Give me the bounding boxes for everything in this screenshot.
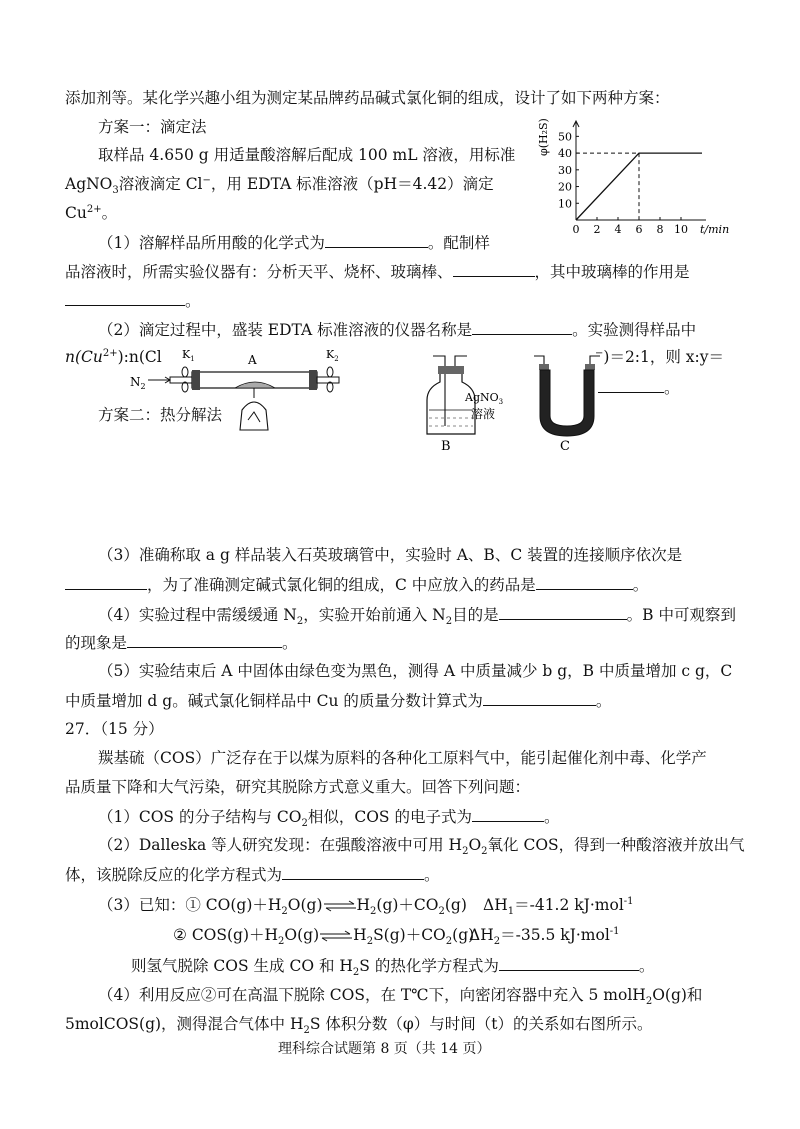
answer-blank xyxy=(536,573,633,590)
answer-blank xyxy=(483,689,596,706)
text-line: ，为了准确测定碱式氯化铜的组成，C 中应放入的药品是 。 xyxy=(65,573,648,596)
x-tick-label: 8 xyxy=(656,223,664,236)
y-tick-label: 50 xyxy=(558,130,572,144)
question-27-4: （4）利用反应②可在高温下脱除 COS，在 T℃下，向密闭容器中充入 5 molH$_2$O(g)和 xyxy=(98,986,703,1008)
text-line: 体，该脱除反应的化学方程式为 。 xyxy=(65,863,440,886)
equation-2: ② $COS(g)+H_2O(g)$ $H_2S(g)+CO_2(g)$ xyxy=(173,926,475,948)
enthalpy-1: $\Delta H_1=-41.2$ kJ·mol$^{-1}$ xyxy=(483,895,634,918)
k2-label: $K_2$ xyxy=(326,348,339,363)
answer-blank xyxy=(472,318,572,335)
enthalpy-2: $\Delta H_2=-35.5$ kJ·mol$^{-1}$ xyxy=(469,925,620,948)
agno3-label: AgNO$_3$ xyxy=(465,391,504,406)
answer-blank xyxy=(65,289,185,306)
question-2: （2）滴定过程中，盛装 EDTA 标准溶液的仪器名称是 。实验测得样品中 xyxy=(98,318,696,341)
stopper xyxy=(192,370,200,390)
label-c: C xyxy=(560,439,570,454)
x-tick-label: 6 xyxy=(635,223,643,236)
page-footer: 理科综合试题第 8 页（共 14 页） xyxy=(278,1041,491,1057)
alcohol-lamp-icon xyxy=(240,402,268,430)
x-tick-label: 4 xyxy=(614,223,622,236)
h2s-fraction-chart xyxy=(530,115,730,245)
answer-blank xyxy=(453,260,535,277)
equilibrium-arrow-icon xyxy=(323,901,357,911)
answer-blank xyxy=(499,603,627,620)
y-axis-label: φ(H₂S) xyxy=(537,118,550,156)
clamp-k2-icon xyxy=(327,367,333,377)
text-line: 。 xyxy=(598,376,680,399)
chart-axes xyxy=(537,118,729,236)
equilibrium-arrow-icon xyxy=(319,931,353,941)
outlet-tube xyxy=(317,377,339,383)
label-a: A xyxy=(248,353,257,367)
text-line: $Cu^{2+}$。 xyxy=(65,203,118,222)
sample-heap xyxy=(235,382,275,388)
answer-blank xyxy=(325,231,428,248)
answer-blank xyxy=(499,954,639,971)
question-5: （5）实验结束后 A 中固体由绿色变为黑色，测得 A 中质量减少 b g，B 中质量增加 c g，C xyxy=(98,662,733,680)
text-line: −)＝2:1，则 x:y＝ xyxy=(595,347,725,366)
equation-1: （3）已知：① $CO(g)+H_2O(g)$ $H_2(g)+CO_2(g)$ xyxy=(98,896,467,918)
x-tick-label: 10 xyxy=(674,223,688,236)
y-tick-label: 40 xyxy=(558,147,572,161)
text-line: AgNO$_3$溶液滴定 Cl−，用 EDTA 标准溶液（pH＝4.42）滴定 xyxy=(65,174,494,197)
answer-blank xyxy=(127,631,282,648)
question-4: （4）实验过程中需缓缓通 $N_2$，实验开始前通入 $N_2$目的是 。B 中可观察到 xyxy=(98,603,736,626)
scheme-two-heading: 方案二：热分解法 xyxy=(98,406,223,424)
apparatus-a-diagram xyxy=(130,342,365,432)
text-line: 。 xyxy=(65,289,201,312)
text-line: 5molCOS(g)，测得混合气体中 $H_2S$ 体积分数（φ）与时间（t）的关系如右图所示。 xyxy=(65,1015,653,1037)
x-axis-label: t/min xyxy=(700,223,730,236)
answer-blank xyxy=(472,805,544,822)
x-tick-label: 0 xyxy=(572,223,580,236)
scheme-one-heading: 方案一：滴定法 xyxy=(98,118,207,136)
y-tick-label: 10 xyxy=(558,197,572,211)
problem-27-heading: 27．（15 分） xyxy=(65,720,164,738)
text-line: 的现象是 。 xyxy=(65,631,298,654)
solution-label: 溶液 xyxy=(471,407,496,421)
n2-label: $N_2$ xyxy=(130,375,146,391)
inlet-tube xyxy=(170,377,192,383)
y-tick-label: 20 xyxy=(558,180,572,194)
question-3: （3）准确称取 a g 样品装入石英玻璃管中，实验时 A、B、C 装置的连接顺序依次是 xyxy=(98,546,683,564)
chart-marks xyxy=(576,153,702,220)
text-line: 添加剂等。某化学兴趣小组为测定某品牌药品碱式氯化铜的组成，设计了如下两种方案： xyxy=(65,89,670,107)
text-line: 取样品 4.650 g 用适量酸溶解后配成 100 mL 溶液，用标准 xyxy=(98,146,516,164)
apparatus-b-diagram xyxy=(415,352,505,452)
text-line: 羰基硫（COS）广泛存在于以煤为原料的各种化工原料气中，能引起催化剂中毒、化学产 xyxy=(98,749,707,767)
y-tick-label: 30 xyxy=(558,163,572,177)
question-27-2: （2）Dalleska 等人研究发现：在强酸溶液中可用 $H_2O_2$氧化 COS，得到一种酸溶液并放出气 xyxy=(98,836,745,858)
x-tick-label: 2 xyxy=(593,223,601,236)
text-line: 中质量增加 d g。碱式氯化铜样品中 Cu 的质量分数计算式为 。 xyxy=(65,689,611,712)
answer-blank xyxy=(282,863,424,880)
text-line: 则氢气脱除 COS 生成 CO 和 $H_2S$ 的热化学方程式为 。 xyxy=(131,954,654,977)
text-line: 品质量下降和大气污染，研究其脱除方式意义重大。回答下列问题： xyxy=(65,778,531,796)
question-27-1: （1）COS 的分子结构与 $CO_2$相似，COS 的电子式为 。 xyxy=(98,805,559,828)
text-line: $n(Cu^{2+}):n(Cl$ xyxy=(65,347,162,366)
k1-label: $K_1$ xyxy=(182,348,195,363)
apparatus-c-diagram xyxy=(530,352,610,452)
stopper xyxy=(309,370,317,390)
text-line: 品溶液时，所需实验仪器有：分析天平、烧杯、玻璃棒、 ，其中玻璃棒的作用是 xyxy=(65,260,690,283)
label-b: B xyxy=(441,439,451,454)
question-1: （1）溶解样品所用酸的化学式为 。配制样 xyxy=(98,231,490,254)
clamp-k1-icon xyxy=(182,367,188,377)
answer-blank xyxy=(65,573,147,590)
stopper xyxy=(438,366,464,374)
u-tube-icon xyxy=(540,370,594,436)
